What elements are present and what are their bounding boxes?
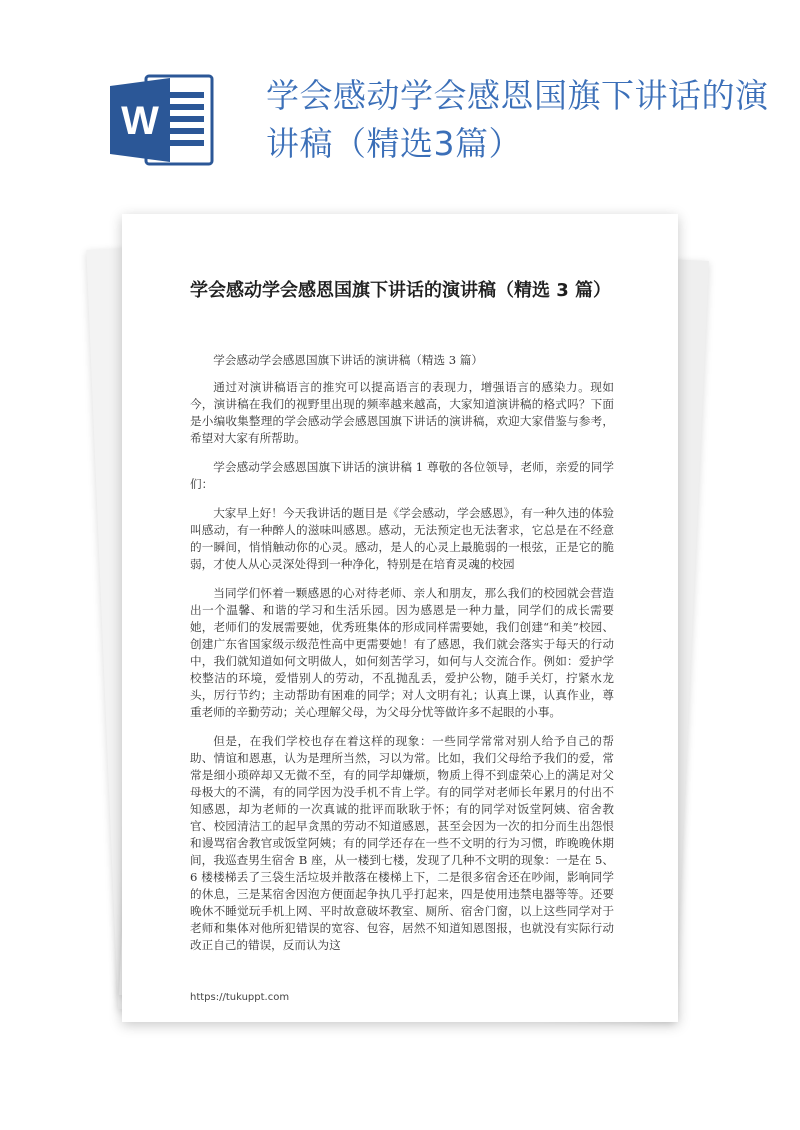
document-page bbox=[122, 214, 678, 1022]
body-paragraph: 当同学们怀着一颗感恩的心对待老师、亲人和朋友，那么我们的校园就会营造出一个温馨、和谐的学习和生活乐园。因为感恩是一种力量，同学们的成长需要她，老师们的发展需要她，优秀班集体的形成同样需要她，我们创建“和美”校园、创建广东省国家级示级范性高中更需要她！有了感恩，我们就会落实于每天的行动中，我们就知道如何文明做人，如何刻苦学习，如何与人交流合作。例如：爱护学校整洁的环境，爱惜别人的劳动，不乱抛乱丢，爱护公物，随手关灯，拧紧水龙头，厉行节约；主动帮助有困难的同学；对人文明有礼；认真上课，认真作业，尊重老师的辛勤劳动；关心理解父母，为父母分忧等做许多不起眼的小事。 bbox=[190, 586, 614, 719]
word-document-icon bbox=[108, 70, 220, 170]
body-paragraph: 学会感动学会感恩国旗下讲话的演讲稿 1 尊敬的各位领导，老师，亲爱的同学们： bbox=[190, 460, 614, 491]
footer-url[interactable]: https://tukuppt.com bbox=[190, 992, 290, 1003]
body-paragraph: 通过对演讲稿语言的推究可以提高语言的表现力，增强语言的感染力。现如今，演讲稿在我们的视野里出现的频率越来越高，大家知道演讲稿的格式吗？下面是小编收集整理的学会感动学会感恩国旗下讲话的演讲稿，欢迎大家借鉴与参考，希望对大家有所帮助。 bbox=[190, 380, 614, 445]
body-paragraph: 大家早上好！今天我讲话的题目是《学会感动，学会感恩》，有一种久违的体验叫感动，有一种醉人的滋味叫感恩。感动，无法预定也无法奢求，它总是在不经意的一瞬间，悄悄触动你的心灵。感动，是人的心灵上最脆弱的一根弦，正是它的脆弱，才使人从心灵深处得到一种净化，特别是在培育灵魂的校园 bbox=[190, 506, 614, 571]
body-paragraph: 但是，在我们学校也存在着这样的现象：一些同学常常对别人给予自己的帮助、情谊和恩惠，认为是理所当然，习以为常。比如，我们父母给予我们的爱，常常是细小琐碎却又无微不至，有的同学却嫌烦，物质上得不到虚荣心上的满足对父母极大的不满，有的同学因为没手机不肯上学。有的同学对老师长年累月的付出不知感恩，却为老师的一次真诚的批评而耿耿于怀；有的同学对饭堂阿姨、宿舍教官、校园清洁工的起早贪黑的劳动不知道感恩，甚至会因为一次的扣分而生出怨恨和谩骂宿舍教官或饭堂阿姨；有的同学还存在一些不文明的行为习惯，昨晚晚休期间，我巡查男生宿舍 B 座，从一楼到七楼，发现了几种不文明的现象：一是在 5、6 楼楼梯丢了三袋生活垃圾并散落在楼梯上下，二是很多宿舍还在吵闹，影响同学的休息，三是某宿舍因泡方便面起争执几乎打起来，四是使用违禁电器等等。还要晚休不睡觉玩手机上网、平时故意破坏教室、厕所、宿舍门窗，以上这些同学对于老师和集体对他所犯错误的宽容、包容，居然不知道知恩图报，也就没有实际行动改正自己的错误，反而认为这 bbox=[190, 734, 614, 952]
word-icon-letter: W bbox=[121, 99, 159, 143]
banner-title: 学会感动学会感恩国旗下讲话的演讲稿（精选3篇） bbox=[266, 76, 769, 163]
document-body bbox=[190, 352, 614, 966]
document-subtitle: 学会感动学会感恩国旗下讲话的演讲稿（精选 3 篇） bbox=[213, 353, 483, 367]
document-title: 学会感动学会感恩国旗下讲话的演讲稿（精选 3 篇） bbox=[190, 280, 612, 301]
